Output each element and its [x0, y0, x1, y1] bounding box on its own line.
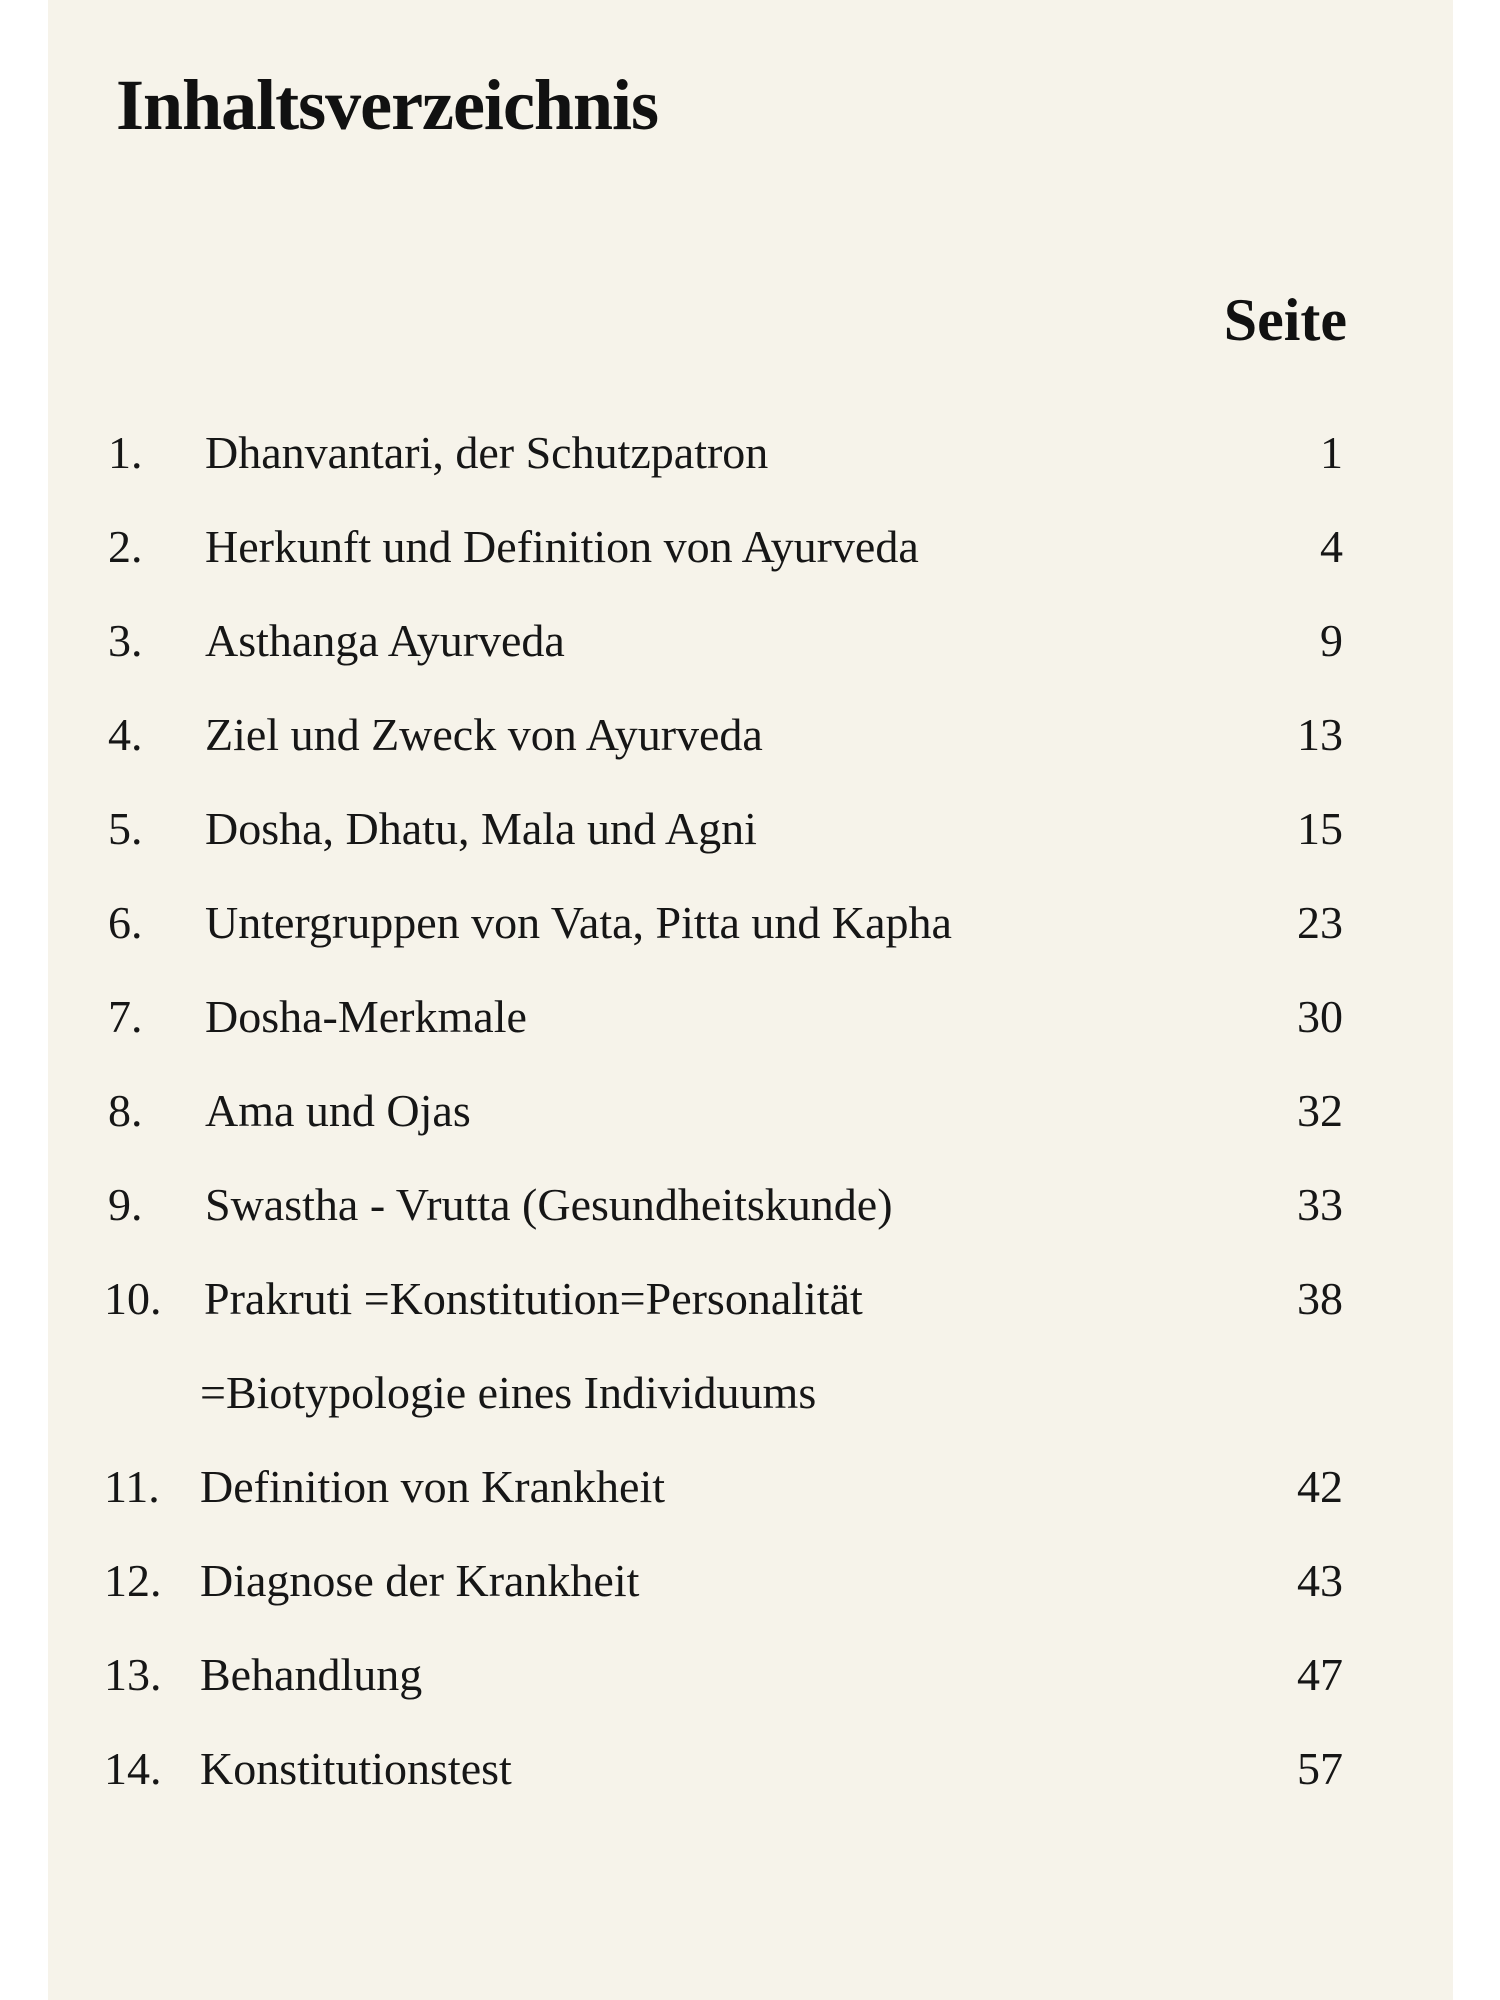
entry-page: 23: [1297, 897, 1343, 948]
entry-number: 5.: [108, 803, 143, 854]
page-title: Inhaltsverzeichnis: [116, 65, 659, 145]
entry-title: Konstitutionstest: [200, 1743, 512, 1794]
entry-title: Diagnose der Krankheit: [200, 1555, 640, 1606]
entry-title: Prakruti =Konstitution=Personalität: [204, 1273, 863, 1324]
entry-page: 30: [1297, 991, 1343, 1042]
entry-title: Asthanga Ayurveda: [205, 615, 565, 666]
entry-title: Dosha-Merkmale: [205, 991, 527, 1042]
entry-page: 43: [1297, 1555, 1343, 1606]
entry-number: 14.: [104, 1743, 162, 1794]
entry-page: 47: [1297, 1649, 1343, 1700]
entry-page: 42: [1297, 1461, 1343, 1512]
entry-number: 9.: [108, 1179, 143, 1230]
entry-title: Untergruppen von Vata, Pitta und Kapha: [205, 897, 952, 948]
entry-number: 13.: [104, 1649, 162, 1700]
entry-number: 8.: [108, 1085, 143, 1136]
entry-title: Dhanvantari, der Schutzpatron: [205, 427, 769, 478]
entry-page: 38: [1297, 1273, 1343, 1324]
entry-number: 1.: [108, 427, 143, 478]
entry-number: 2.: [108, 521, 143, 572]
entry-title: Ziel und Zweck von Ayurveda: [205, 709, 763, 760]
entry-page: 33: [1297, 1179, 1343, 1230]
entry-page: 32: [1297, 1085, 1343, 1136]
entry-page: 13: [1297, 709, 1343, 760]
entry-title: Definition von Krankheit: [200, 1461, 666, 1512]
entry-title: Ama und Ojas: [205, 1085, 471, 1136]
entry-page: 1: [1320, 427, 1343, 478]
entry-title: Dosha, Dhatu, Mala und Agni: [205, 803, 757, 854]
entry-number: 12.: [104, 1555, 162, 1606]
entry-number: 7.: [108, 991, 143, 1042]
page-column-header: Seite: [1223, 287, 1347, 353]
entry-page: 15: [1297, 803, 1343, 854]
entry-number: 10.: [104, 1273, 162, 1324]
entry-page: 9: [1320, 615, 1343, 666]
entry-title: Herkunft und Definition von Ayurveda: [205, 521, 919, 572]
entry-page: 57: [1297, 1743, 1343, 1794]
entry-title: Behandlung: [200, 1649, 423, 1700]
entry-number: 4.: [108, 709, 143, 760]
entry-number: 11.: [104, 1461, 160, 1512]
entry-number: 6.: [108, 897, 143, 948]
entry-number: 3.: [108, 615, 143, 666]
entry-page: 4: [1320, 521, 1343, 572]
entry-title: Swastha - Vrutta (Gesundheitskunde): [205, 1179, 893, 1230]
entry-title-continuation: =Biotypologie eines Individuums: [200, 1367, 817, 1418]
